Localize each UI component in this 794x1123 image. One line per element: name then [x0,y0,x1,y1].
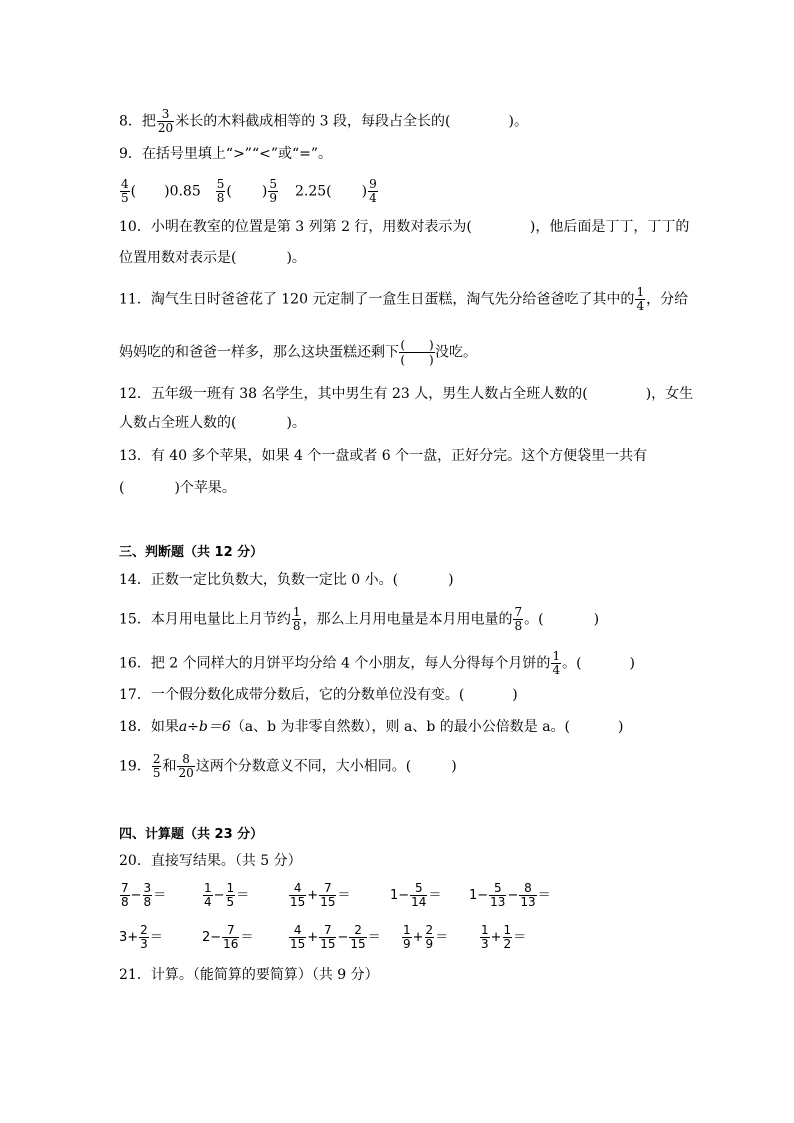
fraction: $\frac{3}{20}$ [157,107,174,135]
question-14: 14．正数一定比负数大，负数一定比 0 小。( ) [119,572,454,588]
calc-item: $\frac{1}{9}$ + $\frac{2}{9}$ ＝ [403,923,449,951]
fraction: $\frac{9}{4}$ [369,177,377,205]
calc-item: $\frac{4}{15}$ + $\frac{7}{15}$ ＝ [290,881,351,909]
blank-fraction[interactable]: ( ) ( ) [400,338,434,367]
calc-item: $\frac{1}{3}$ + $\frac{1}{2}$ ＝ [481,923,527,951]
question-12-line-1: 12．五年级一班有 38 名学生，其中男生有 23 人，男生人数占全班人数的( )，女生 [119,386,694,402]
calc-item: $\frac{7}{8}$ − $\frac{3}{8}$ ＝ [121,881,167,909]
question-18: 18．如果a÷b＝6（a、b 为非零自然数），则 a、b 的最小公倍数是 a。( ) [119,719,624,735]
fraction: $\frac{5}{9}$ [269,177,277,205]
fraction: $\frac{1}{8}$ [292,605,301,633]
question-12-line-2: 人数占全班人数的( )。 [119,415,306,431]
fraction: $\frac{1}{4}$ [636,285,645,313]
question-21: 21．计算。（能简算的要简算）（共 9 分） [119,967,379,983]
question-10-line-1: 10．小明在教室的位置是第 3 列第 2 行，用数对表示为( )，他后面是丁丁，丁丁的 [119,219,690,235]
fraction: $\frac{7}{8}$ [514,605,523,633]
question-15: 15．本月用电量比上月节约 $\frac{1}{8}$ ，那么上月用电量是本月用电量的 $\frac{7}{8}$ 。( ) [119,605,600,633]
question-13-line-2: ( )个苹果。 [119,480,236,496]
question-19: 19． $\frac{2}{5}$ 和 $\frac{8}{20}$ 这两个分数意义不同，大小相同。( ) [119,752,457,780]
fraction: $\frac{4}{5}$ [121,177,129,205]
question-17: 17．一个假分数化成带分数后，它的分数单位没有变。( ) [119,687,518,703]
question-11-line-2: 妈妈吃的和爸爸一样多，那么这块蛋糕还剩下 ( ) ( ) 没吃。 [119,338,477,367]
section-4-title: 四、计算题（共 23 分） [119,827,264,842]
question-8: 8．把 $\frac{3}{20}$ 米长的木料截成相等的 3 段，每段占全长的( )。 [119,107,528,135]
question-16: 16．把 2 个同样大的月饼平均分给 4 个小朋友，每人分得每个月饼的 $\frac{1}{4}$ 。( ) [119,649,636,677]
question-20: 20．直接写结果。（共 5 分） [119,853,302,869]
question-11-line-1: 11．淘气生日时爸爸花了 120 元定制了一盒生日蛋糕，淘气先分给爸爸吃了其中的 $\frac{1}{4}$ ，分给 [119,285,689,313]
question-9-items: $\frac{4}{5}$ ( )0.85 $\frac{5}{8}$ ( ) $\frac{5}{9}$ 2.25( ) $\frac{9}{4}$ [121,177,377,205]
fraction: $\frac{5}{8}$ [216,177,225,205]
calc-item: 2− $\frac{7}{16}$ ＝ [202,923,254,951]
fraction: $\frac{1}{4}$ [552,649,561,677]
question-9: 9．在括号里填上“>”“<”或“=”。 [119,146,333,162]
calc-item: 1− $\frac{5}{14}$ ＝ [390,881,442,909]
section-3-title: 三、判断题（共 12 分） [119,545,264,560]
question-10-line-2: 位置用数对表示是( )。 [119,250,306,266]
calc-item: 3+ $\frac{2}{3}$ ＝ [119,923,163,951]
calc-item: $\frac{4}{15}$ + $\frac{7}{15}$ − $\frac{2}{15}$ ＝ [290,923,381,951]
calc-item: 1− $\frac{5}{13}$ − $\frac{8}{13}$ ＝ [469,881,551,909]
question-13-line-1: 13．有 40 多个苹果，如果 4 个一盘或者 6 个一盘，正好分完。这个方便袋里一共有 [119,448,648,464]
calc-item: $\frac{1}{4}$ − $\frac{1}{5}$ ＝ [204,881,250,909]
fraction: $\frac{8}{20}$ [178,752,194,780]
fraction: $\frac{2}{5}$ [152,752,161,780]
